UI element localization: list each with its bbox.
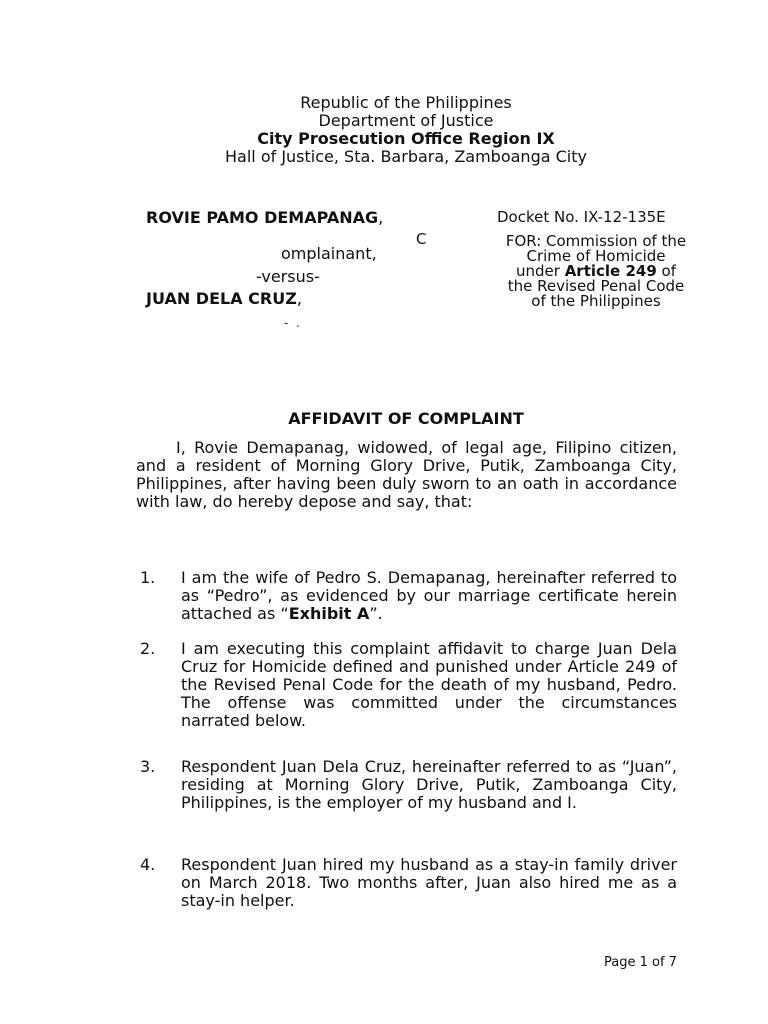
stray-letter-c: C: [416, 230, 427, 248]
complainant-role: omplainant,: [281, 244, 377, 263]
item-1-text-post: ”.: [369, 604, 383, 623]
article-reference: Article 249: [564, 262, 657, 280]
header-department: Department of Justice: [318, 111, 494, 130]
item-3-text: Respondent Juan Dela Cruz, hereinafter referred to as “Juan”, residing at Morning Glory Drive, Putik, Zamboanga City, Philippines, is the employer of my husband and I.: [181, 757, 677, 812]
item-1-number: 1.: [140, 568, 156, 587]
page-number: Page 1 of 7: [604, 955, 677, 970]
for-line-3-pre: under: [516, 262, 565, 280]
versus-label: -versus-: [256, 267, 320, 286]
document-title: AFFIDAVIT OF COMPLAINT: [288, 409, 524, 428]
docket-number: Docket No. IX-12-135E: [497, 208, 666, 226]
exhibit-label: Exhibit A: [288, 604, 370, 623]
respondent-comma: ,: [296, 289, 302, 308]
intro-paragraph: [136, 439, 677, 511]
for-line-4: the Revised Penal Code: [507, 277, 685, 295]
complainant-name: ROVIE PAMO DEMAPANAG: [146, 208, 379, 227]
intro-text: I, Rovie Demapanag, widowed, of legal age, Filipino citizen, and a resident of Morning Glory Drive, Putik, Zamboanga City, Philippines, after having been duly sworn to an oath in accordance with law, do hereby depose and say, that:: [136, 438, 677, 511]
item-2-text: I am executing this complaint affidavit to charge Juan Dela Cruz for Homicide defined and punished under Article 249 of the Revised Penal Code for the death of my husband, Pedro. The offense was committed under the circumstances narrated below.: [181, 639, 677, 730]
item-4-number: 4.: [140, 855, 156, 874]
respondent-role-fragment: - .: [284, 316, 302, 330]
item-1-text: [181, 569, 677, 623]
for-line-2: Crime of Homicide: [526, 247, 666, 265]
item-4-text: Respondent Juan hired my husband as a stay-in family driver on March 2018. Two months after, Juan also hired me as a stay-in helper.: [181, 855, 677, 910]
for-line-1: FOR: Commission of the: [505, 232, 687, 250]
header-office: City Prosecution Office Region IX: [257, 129, 555, 148]
item-2-number: 2.: [140, 639, 156, 658]
respondent-name: JUAN DELA CRUZ: [146, 289, 297, 308]
header-republic: Republic of the Philippines: [300, 93, 512, 112]
for-line-3-post: of: [656, 262, 676, 280]
complainant-name-line: [146, 208, 383, 227]
item-3-number: 3.: [140, 757, 156, 776]
item-1-text-pre: I am the wife of Pedro S. Demapanag, hereinafter referred to as “Pedro”, as evidenced by our marriage certificate herein attached as “: [181, 568, 677, 623]
for-line-5: of the Philippines: [531, 292, 661, 310]
respondent-name-line: [146, 289, 302, 308]
for-block: [478, 234, 714, 309]
header-address: Hall of Justice, Sta. Barbara, Zamboanga City: [225, 147, 587, 166]
complainant-comma: ,: [378, 208, 384, 227]
